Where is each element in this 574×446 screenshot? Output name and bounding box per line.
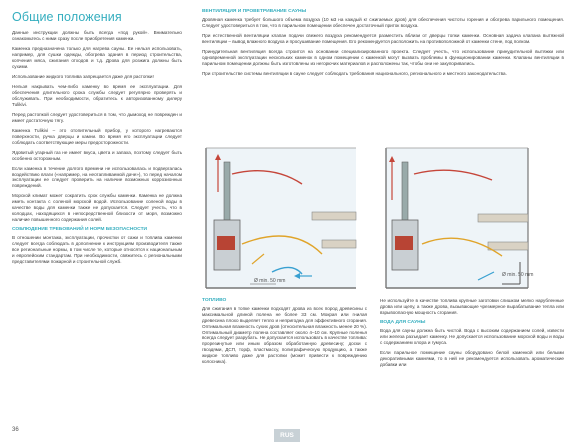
paragraph: Вода для сауны должна быть чистой. Вода с высоким содержанием солей, извести или железа разъедает каменку. Не допускается использование морской воды и воды с содержанием хлора и гумуса. (380, 327, 564, 345)
left-panel (206, 148, 356, 288)
paragraph: При строительстве системы вентиляции в сауне следует соблюдать требования национального, регионального и местного законодательства. (202, 70, 507, 76)
paragraph: Нельзя накрывать чем-либо каменку во время ее эксплуатации. Для обеспечения длительного срока службы следует регулярно проверять и обслуживать. При необходимости, обратитесь к авторизованному дилеру Tulikivi. (12, 83, 182, 107)
page-title: Общие положения (12, 10, 122, 24)
ventilation-diagram (202, 144, 564, 292)
water-heading: ВОДА ДЛЯ САУНЫ (380, 319, 426, 325)
left-column (12, 30, 182, 269)
right-panel (386, 148, 528, 288)
language-badge: RUS (274, 429, 300, 442)
paragraph: Если парильное помещение сауны оборудовано белой каменкой или белыми декоративными камнями, то в ней не рекомендуется использовать ароматические добавки или (380, 349, 564, 367)
paragraph: Для сжигания в топке каменки подходят дрова из всех пород древесины с максимальной длиной полена не более 33 см. Мокрая или гнилая древесина плохо выделяет тепло и непригодна для эффективного сгорания. Оптимальная влажность сухих дров (относительная влажность менее 20 %). Оптимальный диаметр полена составляет около 4–10 см. Крупные поленья всегда следует разрубать. Не допускается использовать в качестве топлива: прорезинутые или иным образом обработанную древесину; доски с гвоздями, ДСП, торф, пластмассу, полиграфическую продукцию, а также жидкое топливо даже для растопки (может привести к повреждению колосника). (202, 305, 367, 365)
diameter-label-left: Ø min. 50 mm (254, 278, 286, 284)
fuel-heading: ТОПЛИВО (202, 298, 227, 303)
ventilation-heading: ВЕНТИЛЯЦИЯ И ПРОВЕТРИВАНИЕ САУНЫ (202, 9, 307, 14)
paragraph: Принудительная вентиляция всегда строится на основании специализированного проекта. Следует учесть, что использование принудительной вытяжки или одновременной эксплуатации нескольких каменок в одном помещении с каменкой могут вызвать проблемы в функционировании каменки. Клапаны вентиляции в парильном помещении должны быть изготовлены из негорючих материалов и расположены так, чтобы они не закупоривались. (202, 48, 564, 66)
safety-heading: СОБЛЮДЕНИЕ ТРЕБОВАНИЙ И НОРМ БЕЗОПАСНОСТИ (12, 227, 148, 233)
paragraph: Данные инструкции должны быть всегда «под рукой». Внимательно ознакомьтесь с ними сразу после приобретения каменки. (12, 30, 182, 41)
paragraph: Если каменка в течение долгого времени не использовалась и подвергалась воздействию влаги («например, на неотапливаемой даче»), то перед началом эксплуатации ее следует проверить на наличие возможных коррозионных повреждений. (12, 165, 182, 189)
paragraph: Дровяная каменка требует большого объема воздуха (10 м3 на каждый кг сжигаемых дров) для обеспечения чистоты горения и обогрева парильного помещения. Следует удостовериться в том, что в парильном помещении обеспечен достаточный приток воздуха. (202, 16, 564, 28)
paragraph: Каменка предназначена только для нагрева сауны. Ее нельзя использовать, например, для сушки одежды, обогрева здания в период строительства, копчения мяса, сжигания отходов и т.д. Дрова для розжига должны быть сухими. (12, 46, 182, 69)
paragraph: Ядовитый угарный газ не имеет вкуса, цвета и запаха, поэтому следует быть особенно осторожным. (12, 149, 182, 161)
diameter-label-right: Ø min. 50 mm (502, 272, 534, 278)
paragraph: Перед растопкой следует удостовериться в том, что дымоход не поврежден и имеет достаточную тягу. (12, 111, 182, 123)
water-section (380, 298, 564, 372)
paragraph: Использование жидкого топлива запрещается даже для растопки! (12, 73, 154, 79)
right-column (202, 9, 564, 81)
page-number: 36 (12, 427, 19, 433)
paragraph: При естественной вентиляции клапан подачи свежего воздуха рекомендуется разместить вблизи от дверцы топки каменки. Основная задача клапана вытяжной вентиляции – вывод влажного воздуха и просушивание помещения. Его рекомендуется расположить на противоположной от каменки стене, под полком. (202, 32, 564, 44)
paragraph: Морской климат может сократить срок службы каменки. Каменка не должна иметь контакта с соленой морской водой. Использование соленой воды в качестве воды для каменки также не допускается. Следует учесть, что в колодцах, находящихся в непосредственной близости от моря, возможно наличие повышенного содержания солей. (12, 193, 182, 223)
paragraph: Каменка Tulikivi – это отопительный прибор, у которого нагреваются поверхности, ручка дверцы и камни. Во время его эксплуатации следует соблюдать соответствующие меры предосторожности. (12, 127, 182, 145)
paragraph: В отношении монтажа, эксплуатации, прочистки от сажи и топлива каменки следует всегда соблюдать в дополнение к инструкциям производителя также все региональные нормы, в том числе те, которые относятся к национальным и европейским стандартам. При необходимости, свяжитесь с региональными представителями пожарной и строительной служб. (12, 235, 182, 264)
paragraph: Не используйте в качестве топлива крупные заготовки слишком мелко нарубленные дрова или щепу, а также дрова, вызывающие чрезмерное вырабатывание тепла или взрывоопасную мощность сгорания. (380, 298, 564, 315)
fuel-section (202, 298, 367, 369)
